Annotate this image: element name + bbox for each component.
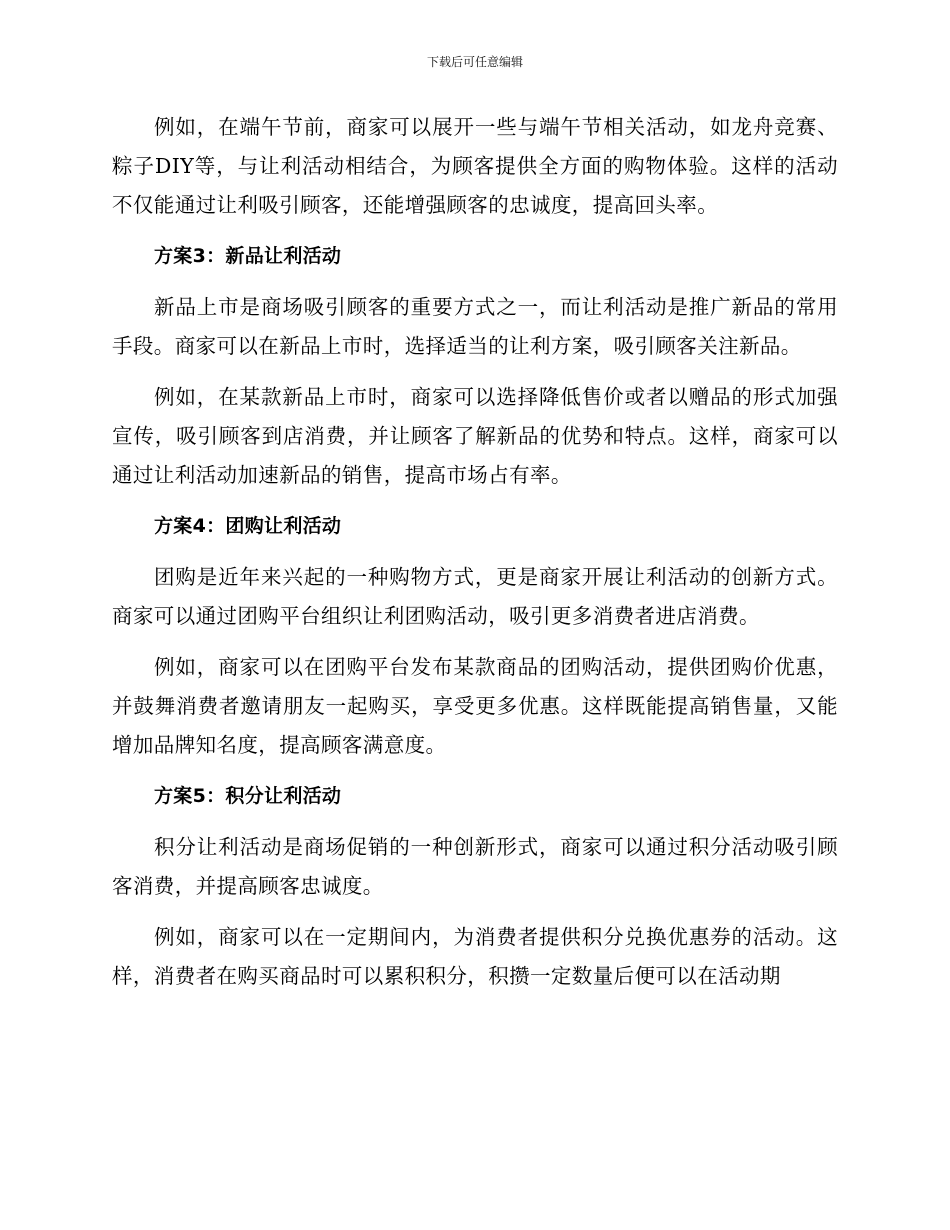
heading-plan-4: 方案4：团购让利活动 [154, 515, 342, 537]
heading-plan-5: 方案5：积分让利活动 [154, 785, 342, 807]
document-body [112, 108, 838, 996]
paragraph-new-product-intro: 新品上市是商场吸引顾客的重要方式之一，而让利活动是推广新品的常用手段。商家可以在新品上市时，选择适当的让利方案，吸引顾客关注新品。 [112, 295, 838, 358]
paragraph-dragon-boat-example: 例如，在端午节前，商家可以展开一些与端午节相关活动，如龙舟竞赛、粽子DIY等，与让利活动相结合，为顾客提供全方面的购物体验。这样的活动不仅能通过让利吸引顾客，还能增强顾客的忠诚度，提高回头率。 [112, 115, 838, 217]
paragraph-new-product-example: 例如，在某款新品上市时，商家可以选择降低售价或者以赠品的形式加强宣传，吸引顾客到店消费，并让顾客了解新品的优势和特点。这样，商家可以通过让利活动加速新品的销售，提高市场占有率。 [112, 385, 838, 487]
page-header: 下载后可任意编辑 [426, 55, 523, 69]
heading-plan-3: 方案3：新品让利活动 [154, 245, 342, 267]
paragraph-group-buy-intro: 团购是近年来兴起的一种购物方式，更是商家开展让利活动的创新方式。商家可以通过团购平台组织让利团购活动，吸引更多消费者进店消费。 [112, 565, 838, 628]
paragraph-points-intro: 积分让利活动是商场促销的一种创新形式，商家可以通过积分活动吸引顾客消费，并提高顾客忠诚度。 [112, 835, 838, 898]
paragraph-points-example: 例如，商家可以在一定期间内，为消费者提供积分兑换优惠券的活动。这样，消费者在购买商品时可以累积积分，积攒一定数量后便可以在活动期 [112, 925, 838, 988]
paragraph-group-buy-example: 例如，商家可以在团购平台发布某款商品的团购活动，提供团购价优惠，并鼓舞消费者邀请朋友一起购买，享受更多优惠。这样既能提高销售量，又能增加品牌知名度，提高顾客满意度。 [112, 655, 838, 757]
